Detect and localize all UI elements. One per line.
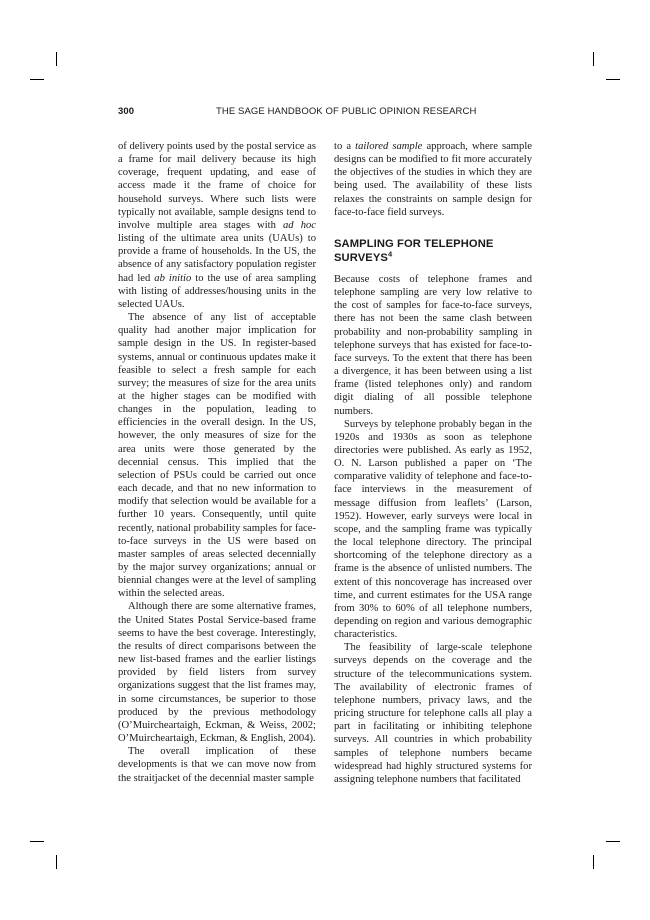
crop-mark-bottom-left-horizontal xyxy=(30,841,44,842)
crop-mark-top-left-vertical xyxy=(56,52,57,66)
left-paragraph-3: Although there are some alternative frames, the United States Postal Service-based frame seems to have the best coverage. Interestingly, the results of direct comparisons between the new list-based frames and the earlier listings provided by field listers from survey organizations suggest that the list frames may, in some circumstances, be superior to those produced by the previous methodology (O’Muircheartaigh, Eckman, & Weiss, 2002; O’Muircheartaigh, Eckman, & English, 2004). xyxy=(118,601,316,745)
left-paragraph-4: The overall implication of these developments is that we can move now from the straitjacket of the decennial master sample xyxy=(118,746,316,784)
right-paragraph-4: The feasibility of large-scale telephone surveys depends on the coverage and the structure of the telecommunications system. The availability of electronic frames of telephone numbers, privacy laws, and the pricing structure for telephone calls all play a part in facilitating or inhibiting telephone surveys. All countries in which probability samples of telephone numbers became widespread had highly structured systems for assigning telephone numbers that facilitated xyxy=(334,642,532,785)
right-paragraph-3: Surveys by telephone probably began in the 1920s and 1930s as soon as telephone directories were published. As early as 1952, O. N. Larson published a paper on ‘The comparative validity of telephone and face-to-face interviews in the measurement of message diffusion from leaflets’ (Larson, 1952). However, early surveys were local in scope, and the sampling frame was typically the local telephone directory. The principal shortcoming of the telephone directory as a frame is the absence of unlisted numbers. The extent of this noncoverage has increased over time, and current estimates for the USA range from 30% to 60% of all telephone numbers, depending on region and various demographic characteristics. xyxy=(334,418,532,641)
left-column xyxy=(118,140,316,785)
left-paragraph-1: of delivery points used by the postal service as a frame for mail delivery because its high coverage, frequent updating, and ease of access made it the frame of choice for household surveys. Where such lists were typically not available, sample designs tend to involve multiple area stages with ad hoc listing of the ultimate area units (UAUs) to provide a frame of households. In the US, the absence of any satisfactory population register had led ab initio to the use of area sampling with listing of addresses/housing units in the selected UAUs. xyxy=(118,141,316,310)
section-heading: SAMPLING FOR TELEPHONE SURVEYS$^4$ xyxy=(334,237,494,264)
crop-mark-top-left-horizontal xyxy=(30,79,44,80)
running-title: THE SAGE HANDBOOK OF PUBLIC OPINION RESEARCH xyxy=(216,106,477,117)
crop-mark-bottom-right-vertical xyxy=(593,855,594,869)
crop-mark-top-right-vertical xyxy=(593,52,594,66)
right-paragraph-1: to a tailored sample approach, where sample designs can be modified to fit more accurately the objectives of the studies in which they are being used. The availability of these lists relaxes the constraints on sample design for face-to-face field surveys. xyxy=(334,141,532,218)
left-paragraph-2: The absence of any list of acceptable quality had another major implication for sample design in the US. In register-based systems, annual or continuous updates make it feasible to select a fresh sample for each survey; the measures of size for the area units at the higher stages can be modified with changes in the population, leading to efficiencies in the overall design. In the US, however, the only measures of size for the area units were those generated by the decennial census. This implied that the selection of PSUs could be carried out once each decade, and that no new information to modify that selection would be available for a further 10 years. Consequently, until quite recently, national probability samples for face-to-face surveys in the US were based on master samples of areas selected decennially by the major survey organizations; annual or biennial changes were at the level of sampling within the selected areas. xyxy=(118,312,316,600)
crop-mark-top-right-horizontal xyxy=(606,79,620,80)
right-paragraph-2: Because costs of telephone frames and telephone sampling are very low relative to the cost of samples for face-to-face surveys, there has not been the same clash between probability and non-probability sampling in telephone surveys that has existed for face-to-face surveys. To the extent that there has been a divergence, it has been between using a list frame (listed telephones only) and random digit dialing of all possible telephone numbers. xyxy=(334,273,532,417)
footnote-marker: 4 xyxy=(387,249,393,259)
running-header xyxy=(118,106,530,120)
page-number: 300 xyxy=(118,106,135,117)
crop-mark-bottom-left-vertical xyxy=(56,855,57,869)
crop-mark-bottom-right-horizontal xyxy=(606,841,620,842)
right-column xyxy=(334,140,532,786)
